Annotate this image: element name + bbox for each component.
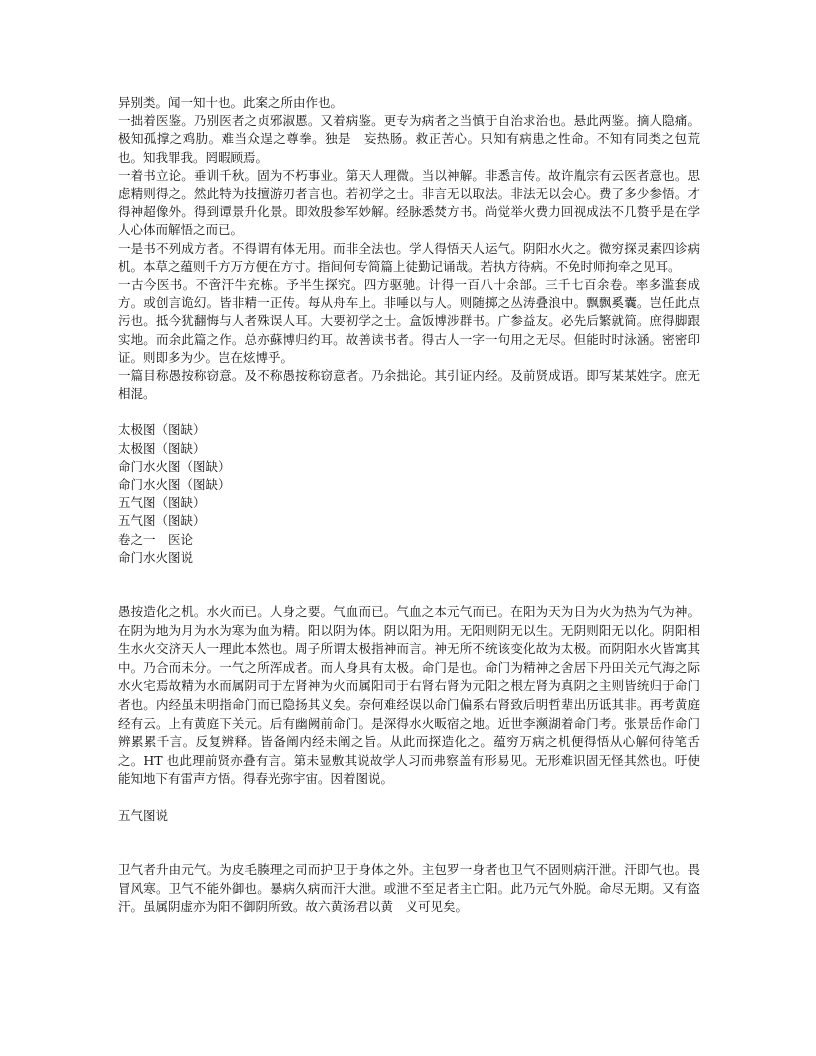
section-heading: 五气图说 [118, 808, 169, 824]
section-heading: 命门水火图说 [118, 549, 194, 565]
figure-entry: 太极图（图缺） [118, 440, 206, 456]
section-body: 愚按造化之机。水火而已。人身之要。气血而已。气血之本元气而已。在阳为天为日为火为热为气为神。在阴为地为月为水为寒为血为精。阳以阴为体。阴以阳为用。无阳则阴无以生。无阴则阳无以化。阴阳相生水火交济天人一理此本然也。周子所谓太极指神而言。神无所不统该变化故为太极。而阴阳水火皆寓其中。乃合而未分。一气之所浑成者。而人身具有太极。命门是也。命门为精神之舍居下丹田关元气海之际水火宅焉故精为水而属阴司于左肾神为火而属阳司于右肾右肾为元阳之根左肾为真阴之主则皆统归于命门者也。内经虽未明指命门而已隐扬其义矣。奈何难经误以命门偏系右肾致后明哲辈出历诋其非。再考黄庭经有云。上有黄庭下关元。后有幽阙前命门。是深得水火畈宿之地。近世李濒湖着命门考。张景岳作命门辨累累千言。反复辨释。皆备阐内经未阐之旨。从此而探造化之。蕴穷万病之机便得悟从心解何待笔舌之。HT 也此理前贤亦叠有言。第未显敷其说故学人习而弗察盖有形易见。无形难识固无怪其然也。吁使能知地下有雷声方悟。得春光弥宇宙。因着图说。 [118, 604, 700, 787]
spacer [118, 825, 700, 861]
figure-entry: 五气图（图缺） [118, 495, 206, 511]
intro-paragraph: 一是书不列成方者。不得谓有体无用。而非全法也。学人得悟天人运气。阴阳水火之。微穷探灵素四诊病机。本草之蕴则千方万方便在方寸。指间何专简篇上徒勤记诵哉。若执方待病。不免时师拘牵之见耳。 [118, 240, 700, 274]
intro-paragraph: 一拙着医鉴。乃别医者之贞邪淑慝。又着病鉴。更专为病者之当慎于自治求治也。悬此两鉴。摘人隐痛。极知孤撑之鸡肋。难当众逞之尊拳。独是 妄热肠。救正苦心。只知有病患之性命。不知有同类之包荒也。知我罪我。罔暇顾焉。 [118, 113, 700, 165]
spacer [118, 789, 700, 807]
intro-paragraph: 一古今医书。不啻汗牛充栋。予半生探究。四方驱驰。计得一百八十余部。三千七百余卷。率多滥套成方。或创言诡幻。皆非精一正传。每从舟车上。非唾以与人。则随掷之丛涛叠浪中。飘飘奚囊。岂任此点污也。抵今犹翻悔与人者殊误人耳。大要初学之士。盒饭博涉群书。广参益友。必先后繁就简。庶得脚跟实地。而余此篇之作。总亦蘇博归约耳。故善读书者。得古人一字一句用之无尽。但能时时泳涵。密密印证。则即多为少。岂在炫博乎。 [118, 277, 700, 365]
spacer [118, 403, 700, 421]
figure-entry: 太极图（图缺） [118, 422, 206, 438]
section-body: 卫气者升由元气。为皮毛腠理之司而护卫于身体之外。主包罗一身者也卫气不固则病汗泄。汗即气也。畏冒风寒。卫气不能外御也。暴病久病而汗大泄。或泄不至足者主亡阳。此乃元气外脱。命尽无期。又有盗汗。虽属阴虚亦为阳不御阴所致。故六黄汤君以黄 义可见矣。 [118, 862, 700, 915]
figure-entry: 命门水火图（图缺） [118, 458, 231, 474]
figure-list [118, 421, 700, 567]
intro-paragraph: 异别类。闻一知十也。此案之所由作也。 [118, 95, 344, 110]
intro-paragraph: 一篇目称愚按称窃意。及不称愚按称窃意者。乃余拙论。其引证内经。及前贤成语。即写某某姓字。庶无相混。 [118, 368, 700, 402]
figure-entry: 命门水火图（图缺） [118, 477, 231, 493]
spacer [118, 567, 700, 603]
document-page [118, 94, 700, 917]
intro-paragraph: 一着书立论。垂训千秋。固为不朽事业。第天人理微。当以神解。非悉言传。故许胤宗有云医者意也。思虑精则得之。然此特为技擅游刃者言也。若初学之士。非言无以取法。非法无以会心。费了多少参悟。才得神超像外。得到谭景升化景。即效殷参军妙解。经脉悉焚方书。尚觉举火费力回视成法不几赘乎是在学人心体而解悟之而已。 [118, 167, 700, 238]
figure-entry: 五气图（图缺） [118, 513, 206, 529]
volume-heading: 卷之一 医论 [118, 531, 194, 547]
